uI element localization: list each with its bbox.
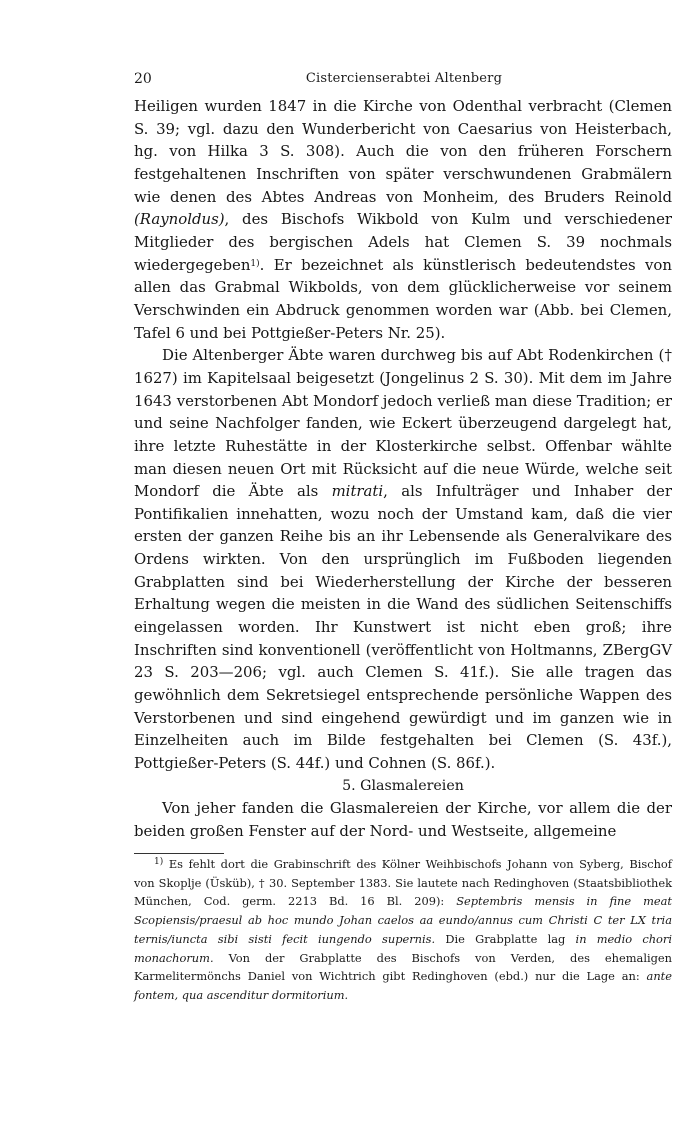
footnote-text-a: Es fehlt dort die Grabinschrift des Kölner Weihbischofs Johann von Syberg, Bischof von Skoplje (Üsküb), † 30. September 1383. Sie lautete nach Redinghoven (Staatsbibliothek München, Cod. germ. 2213 Bd. 16 Bl. 209): <box>134 857 672 909</box>
paragraph-1-text-b: , des Bischofs Wikbold von Kulm und verschiedener Mitglieder des bergischen Adels hat Clemen S. 39 nochmals wiedergegeben <box>134 210 672 274</box>
paragraph-2-text-a: Die Altenberger Äbte waren durchweg bis auf Abt Rodenkirchen († 1627) im Kapitelsaal beigesetzt (Jongelinus 2 S. 30). Mit dem im Jahre 1643 verstorbenen Abt Mondorf jedoch verließ man diese Tradition; er und seine Nachfolger fanden, wie Eckert überzeugend dargelegt hat, ihre letzte Ruhestätte in der Klosterkirche selbst. Offenbar wählte man diesen neuen Ort mit Rücksicht auf die neue Würde, welche seit Mondorf die Äbte als <box>134 346 672 501</box>
section-heading: 5. Glasmalereien <box>342 777 464 794</box>
footnote-text-c: Von der Grabplatte des Bischofs von Verden, des ehemaligen Karmelitermönchs Daniel von Wichtrich gibt Redinghoven (ebd.) nur die Lage an: <box>134 950 672 984</box>
paragraph-2-italic-a: mitrati <box>331 482 384 501</box>
paragraph-1-text-a: Heiligen wurden 1847 in die Kirche von Odenthal verbracht (Clemen S. 39; vgl. dazu den Wunderbericht von Caesarius von Heisterbach, hg. von Hilka 3 S. 308). Auch die von den früheren Forschern festgehaltenen Inschriften von später verschwundenen Grabmälern wie denen des Abtes Andreas von Monheim, des Bruders Reinold <box>134 97 672 206</box>
footnote-italic-c: ante fontem, qua ascenditur dormitorium. <box>134 969 672 1002</box>
footnote-italic-b: in medio chori monachorum. <box>134 931 672 965</box>
paragraph-1-italic-a: (Raynoldus) <box>134 210 225 229</box>
paragraph-2 <box>134 344 672 774</box>
footnote-marker: 1) <box>154 857 164 867</box>
footnote <box>134 855 672 1005</box>
page-header <box>134 71 674 91</box>
paragraph-1 <box>134 95 672 344</box>
page-number: 20 <box>134 71 152 87</box>
body-text <box>134 95 672 843</box>
footnote-divider <box>134 853 224 854</box>
paragraph-3: Von jeher fanden die Glasmalereien der Kirche, vor allem die der beiden großen Fenster auf der Nord- und Westseite, allgemeine <box>134 799 672 840</box>
paragraph-1-text-c: . Er bezeichnet als künstlerisch bedeutendstes von allen das Grabmal Wikbolds, von dem glücklicherweise vor seinem Verschwinden ein Abdruck genommen worden war (Abb. bei Clemen, Tafel 6 und bei Pottgießer-Peters Nr. 25). <box>134 255 672 342</box>
paragraph-2-text-b: , als Infulträger und Inhaber der Pontifikalien innehatten, wozu noch der Umstand kam, daß die vier ersten der ganzen Reihe bis an ihr Lebensende als Generalvikare des Ordens wirkten. Von den ursprünglich im Fußboden liegenden Grabplatten sind bei Wiederherstellung der Kirche der besseren Erhaltung wegen die meisten in die Wand des südlichen Seitenschiffs eingelassen worden. Ihr Kunstwert ist nicht eben groß; ihre Inschriften sind konventionell (veröffentlicht von Holtmanns, ZBergGV 23 S. 203—206; vgl. auch Clemen S. 41f.). Sie alle tragen das gewöhnlich dem Sekretsiegel entsprechende persönliche Wappen des Verstorbenen und sind eingehend gewürdigt und im ganzen wie in Einzelheiten auch im Bilde festgehalten bei Clemen (S. 43f.), Pottgießer-Peters (S. 44f.) und Cohnen (S. 86f.). <box>134 482 672 773</box>
footnote-text-b: Die Grabplatte lag <box>435 931 576 946</box>
footnote-reference[interactable]: 1) <box>250 258 260 269</box>
footnote-italic-a: Septembris mensis in fine meat Scopiensis/praesul ab hoc mundo Johan caelos aa eundo/annus cum Christi C ter LX tria ternis/iuncta sibi sisti fecit iungendo supernis. <box>134 894 672 946</box>
running-title: Cistercienserabtei Altenberg <box>305 71 503 86</box>
